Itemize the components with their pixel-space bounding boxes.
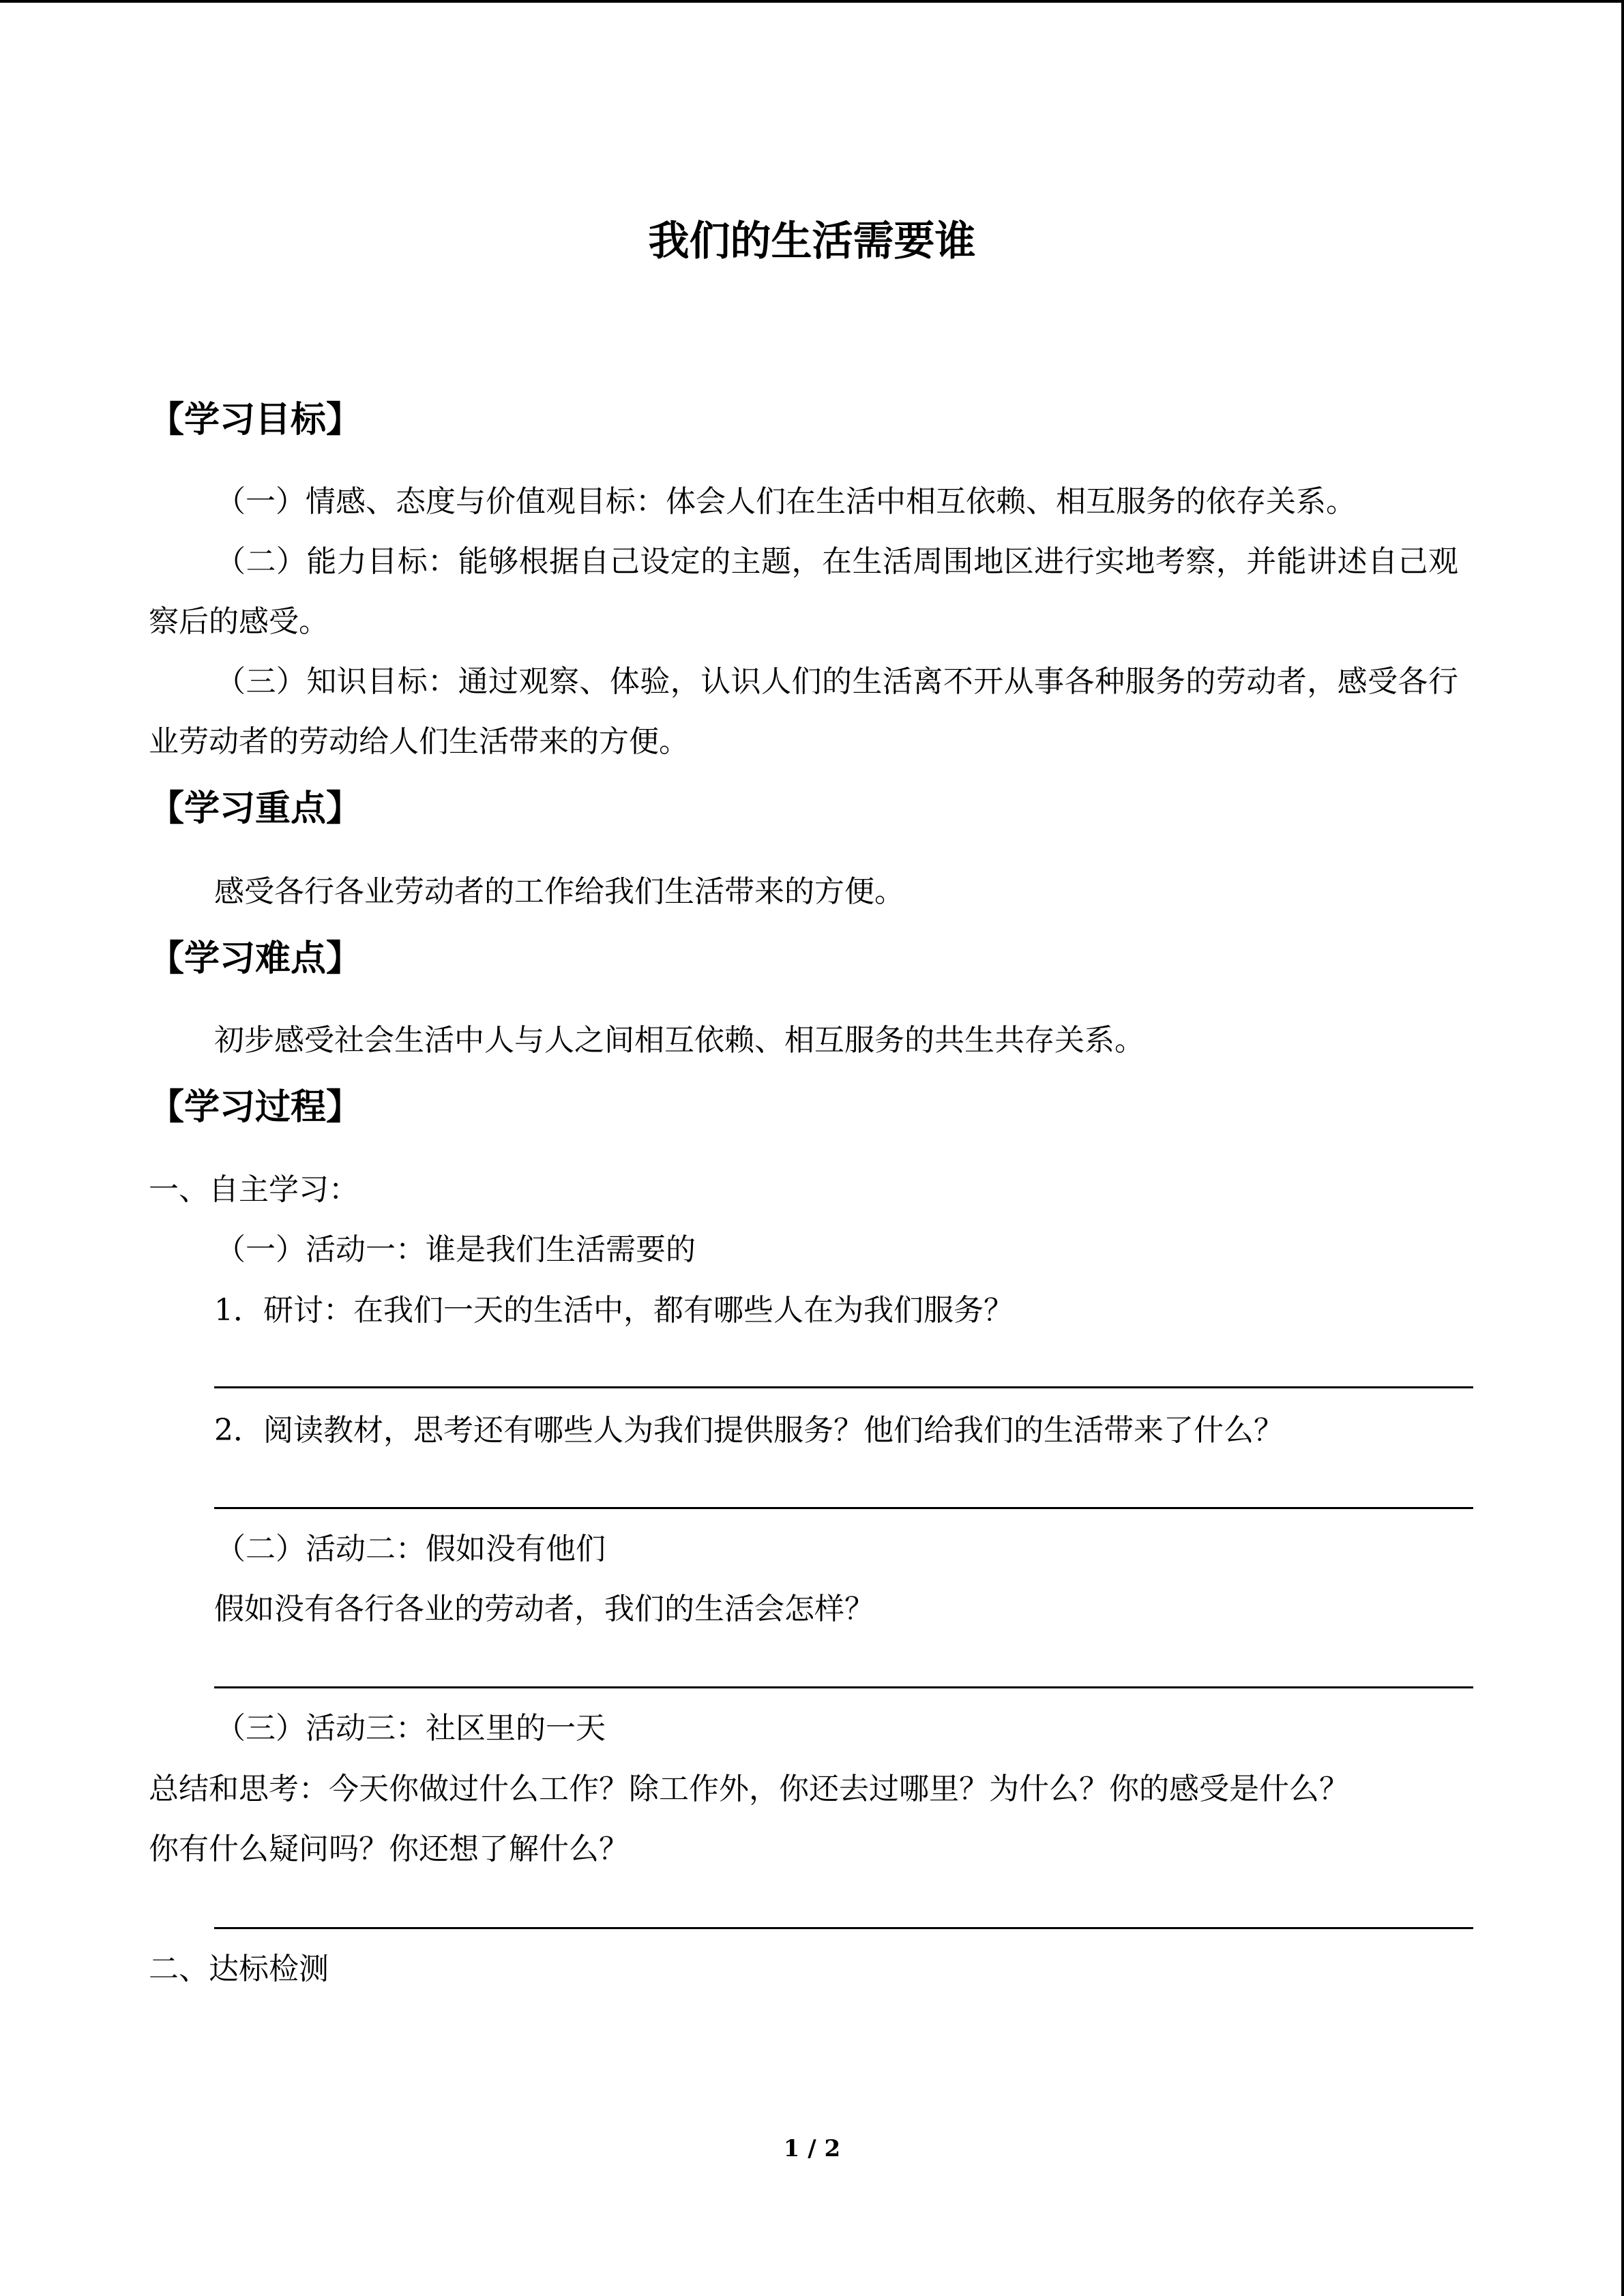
answer-line-2[interactable] <box>214 1507 1473 1509</box>
objective-knowledge: （三）知识目标：通过观察、体验，认识人们的生活离不开从事各种服务的劳动者，感受各行业劳动者的劳动给人们生活带来的方便。 <box>149 664 1458 759</box>
activity1-title: （一）活动一：谁是我们生活需要的 <box>216 1232 696 1267</box>
activity3-question1: 总结和思考：今天你做过什么工作？除工作外，你还去过哪里？为什么？你的感受是什么？ <box>149 1772 1349 1806</box>
activity1-question1: 1．研讨：在我们一天的生活中，都有哪些人在为我们服务？ <box>214 1293 1014 1328</box>
activity2-title: （二）活动二：假如没有他们 <box>216 1532 606 1566</box>
key-points-heading: 【学习重点】 <box>149 788 362 829</box>
answer-line-1[interactable] <box>214 1386 1473 1388</box>
answer-line-4[interactable] <box>214 1927 1473 1929</box>
page-title: 我们的生活需要谁 <box>648 218 976 265</box>
objective-ability: （二）能力目标：能够根据自己设定的主题，在生活周围地区进行实地考察，并能讲述自己观察后的感受。 <box>149 544 1458 639</box>
activity3-title: （三）活动三：社区里的一天 <box>216 1711 606 1746</box>
page-number: 1 / 2 <box>783 2135 841 2162</box>
assessment-label: 二、达标检测 <box>149 1952 329 1986</box>
self-study-label: 一、自主学习： <box>149 1172 359 1207</box>
answer-line-3[interactable] <box>214 1686 1473 1688</box>
activity1-question2: 2．阅读教材，思考还有哪些人为我们提供服务？他们给我们的生活带来了什么？ <box>214 1413 1284 1448</box>
process-heading: 【学习过程】 <box>149 1086 362 1128</box>
difficulties-heading: 【学习难点】 <box>149 938 362 979</box>
objective-emotion: （一）情感、态度与价值观目标：体会人们在生活中相互依赖、相互服务的依存关系。 <box>216 484 1356 519</box>
activity2-question: 假如没有各行各业的劳动者，我们的生活会怎样？ <box>214 1592 874 1626</box>
difficulties-text: 初步感受社会生活中人与人之间相互依赖、相互服务的共生共存关系。 <box>214 1023 1145 1058</box>
key-points-text: 感受各行各业劳动者的工作给我们生活带来的方便。 <box>214 874 904 909</box>
activity3-question2: 你有什么疑问吗？你还想了解什么？ <box>149 1832 629 1866</box>
objectives-heading: 【学习目标】 <box>149 399 362 441</box>
